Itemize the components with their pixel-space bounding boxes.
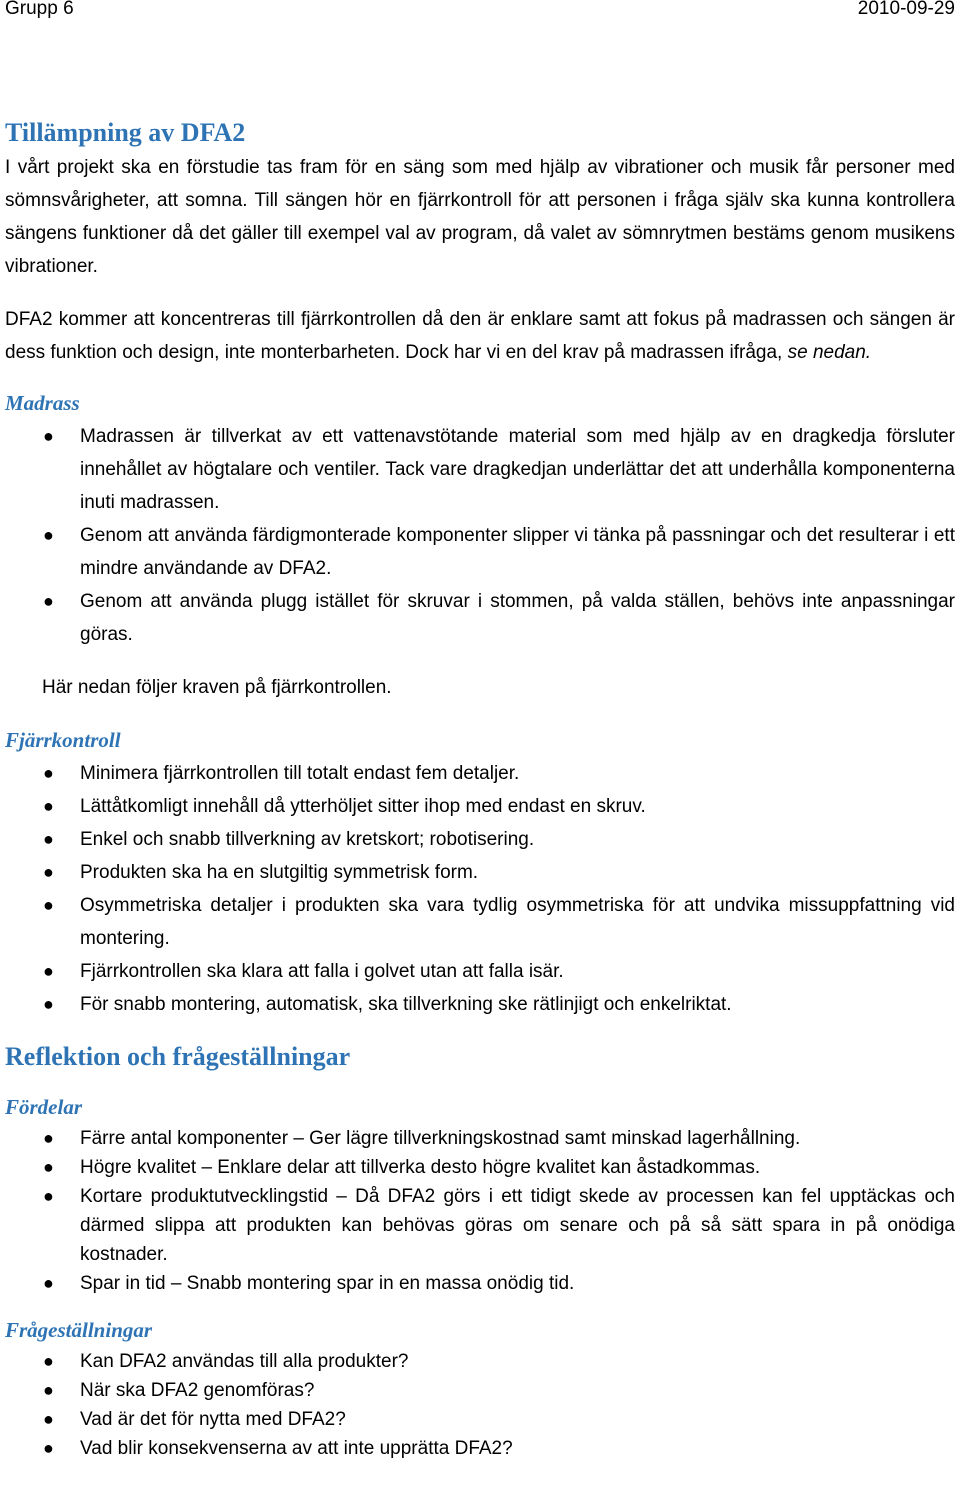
heading-reflektion: Reflektion och frågeställningar [5,1042,351,1071]
list-item: ● Vad blir konsekvenserna av att inte upprätta DFA2? [5,1434,955,1463]
madrass-list [5,420,955,651]
list-item: ● Genom att använda färdigmonterade komponenter slipper vi tänka på passningar och det resulterar i ett mindre användande av DFA2. [5,519,955,585]
bullet-icon: ● [43,1128,54,1148]
heading-fjarrkontroll: Fjärrkontroll [5,728,121,752]
bullet-icon: ● [43,591,54,611]
bullet-icon: ● [43,1273,54,1293]
bullet-icon: ● [43,961,54,981]
list-item: ● För snabb montering, automatisk, ska tillverkning ske rätlinjigt och enkelriktat. [5,988,955,1021]
bullet-icon: ● [43,796,54,816]
bullet-icon: ● [43,1409,54,1429]
list-item: ● Högre kvalitet – Enklare delar att tillverka desto högre kvalitet kan åstadkommas. [5,1153,955,1182]
bullet-icon: ● [43,862,54,882]
bullet-icon: ● [43,829,54,849]
bullet-icon: ● [43,994,54,1014]
list-item: ● Minimera fjärrkontrollen till totalt endast fem detaljer. [5,757,955,790]
list-item: ● Lättåtkomligt innehåll då ytterhöljet sitter ihop med endast en skruv. [5,790,955,823]
followup-paragraph: Här nedan följer kraven på fjärrkontrollen. [42,677,392,698]
heading-tillampning: Tillämpning av DFA2 [5,118,246,147]
bullet-icon: ● [43,426,54,446]
list-item: ● När ska DFA2 genomföras? [5,1376,955,1405]
bullet-icon: ● [43,1351,54,1371]
list-item: ● Produkten ska ha en slutgiltig symmetrisk form. [5,856,955,889]
list-item: ● Osymmetriska detaljer i produkten ska vara tydlig osymmetriska för att undvika missuppfattning vid montering. [5,889,955,955]
bullet-icon: ● [43,895,54,915]
header-date: 2010-09-29 [857,0,955,19]
bullet-icon: ● [43,1438,54,1458]
bullet-icon: ● [43,1380,54,1400]
bullet-icon: ● [43,1186,54,1206]
page-header [0,0,960,25]
list-item: ● Kan DFA2 användas till alla produkter? [5,1347,955,1376]
heading-fragestallningar: Frågeställningar [5,1318,153,1342]
fjarrkontroll-list [5,757,955,1021]
fragestallningar-list [5,1347,955,1463]
bullet-icon: ● [43,1157,54,1177]
fordelar-list [5,1124,955,1298]
list-item: ● Enkel och snabb tillverkning av kretskort; robotisering. [5,823,955,856]
bullet-icon: ● [43,525,54,545]
list-item: ● Färre antal komponenter – Ger lägre tillverkningskostnad samt minskad lagerhållning. [5,1124,955,1153]
dfa2-paragraph [5,303,955,369]
bullet-icon: ● [43,763,54,783]
group-label: Grupp 6 [5,0,74,19]
heading-fordelar: Fördelar [5,1095,83,1119]
list-item: ● Kortare produktutvecklingstid – Då DFA2 görs i ett tidigt skede av processen kan fel upptäckas och därmed slippa att produkten kan behövas göras om senare och på så sätt spara in på onödiga kostnader. [5,1182,955,1269]
see-below-text: se nedan. [787,342,872,363]
document-body [5,115,955,1463]
heading-madrass: Madrass [5,391,80,415]
list-item: ● Fjärrkontrollen ska klara att falla i golvet utan att falla isär. [5,955,955,988]
list-item: ● Madrassen är tillverkat av ett vattenavstötande material som med hjälp av en dragkedja försluter innehållet av högtalare och ventiler. Tack vare dragkedjan underlättar det att underhålla komponenterna inuti madrassen. [5,420,955,519]
dfa2-paragraph-text: DFA2 kommer att koncentreras till fjärrkontrollen då den är enklare samt att fokus på madrassen och sängen är dess funktion och design, inte monterbarheten. Dock har vi en del krav på madrassen ifråga, [5,309,955,363]
list-item: ● Genom att använda plugg istället för skruvar i stommen, på valda ställen, behövs inte anpassningar göras. [5,585,955,651]
intro-paragraph: I vårt projekt ska en förstudie tas fram för en säng som med hjälp av vibrationer och musik får personer med sömnsvårigheter, att somna. Till sängen hör en fjärrkontroll för att personen i fråga själv ska kunna kontrollera sängens funktioner då det gäller till exempel val av program, då valet av sömnrytmen bestäms genom musikens vibrationer. [5,157,955,277]
list-item: ● Spar in tid – Snabb montering spar in en massa onödig tid. [5,1269,955,1298]
list-item: ● Vad är det för nytta med DFA2? [5,1405,955,1434]
